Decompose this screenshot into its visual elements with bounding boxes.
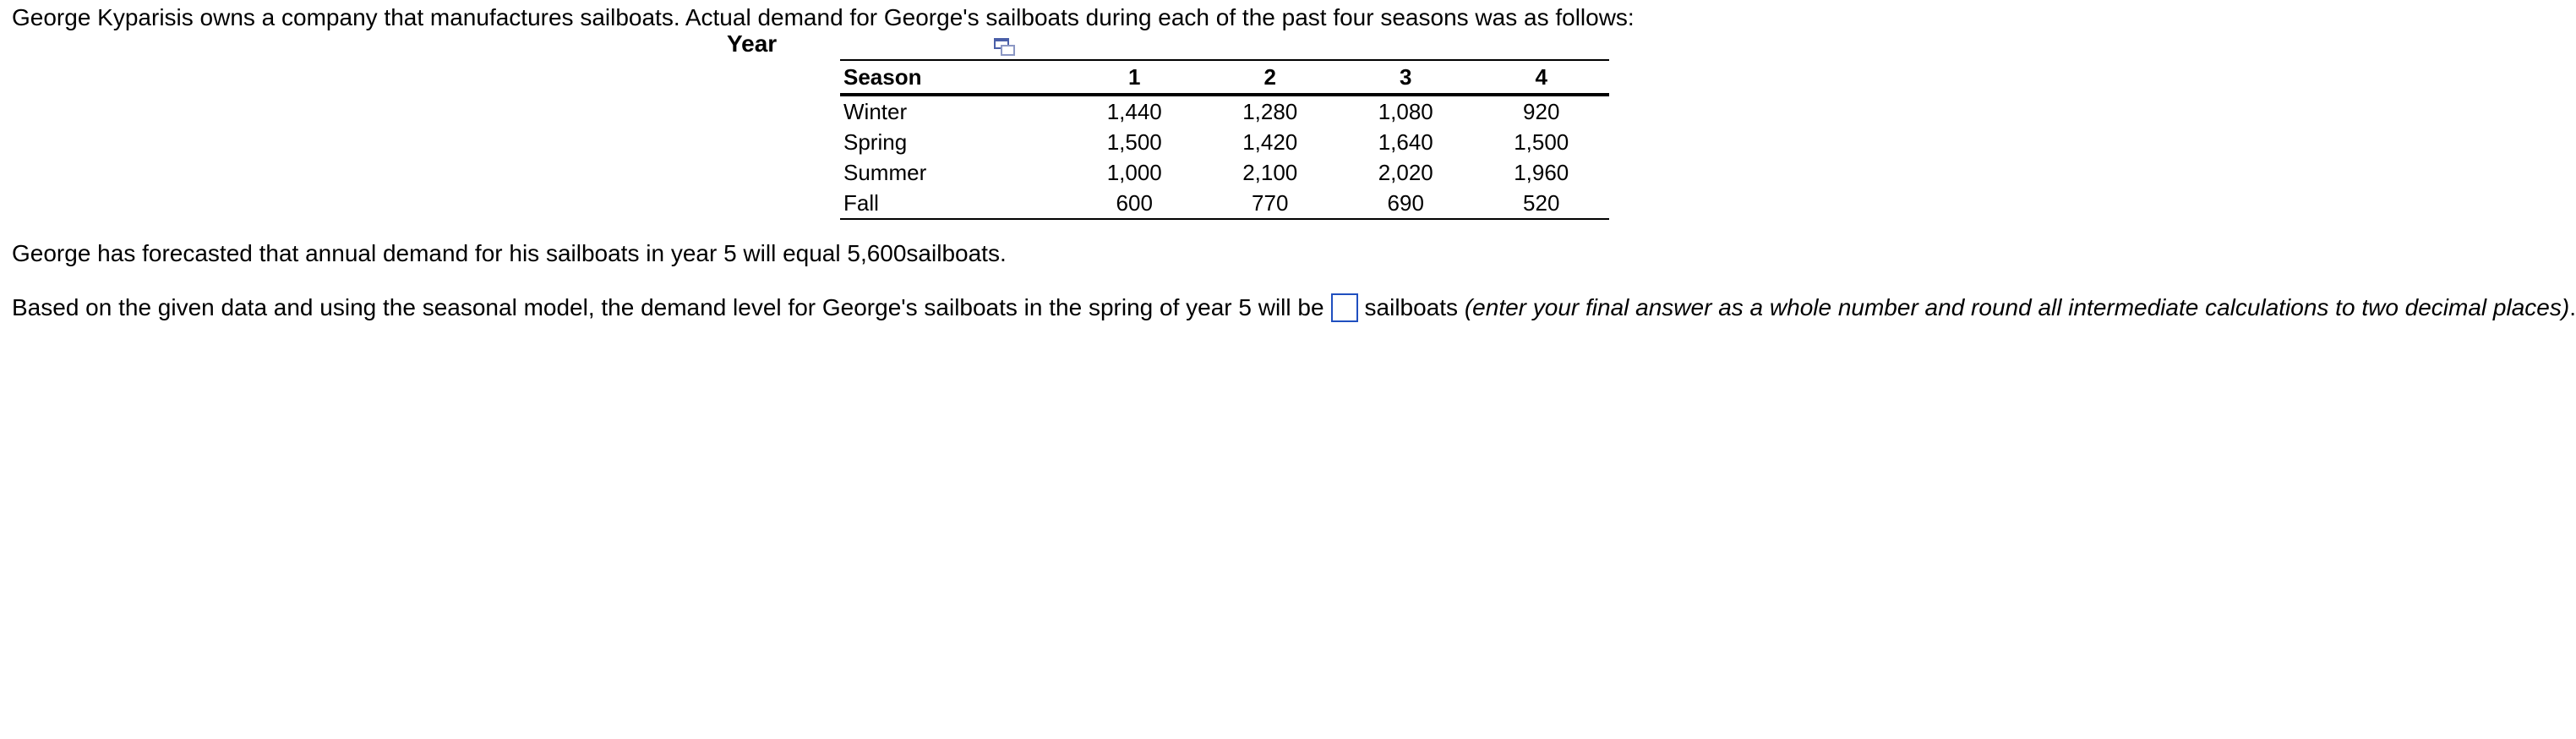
- value-cell: 520: [1474, 188, 1610, 219]
- question-lead: Based on the given data and using the seasonal model, the demand level for George's sailboats in the spring of year 5 will be: [12, 294, 1324, 320]
- header-year-2: 2: [1203, 60, 1339, 95]
- table-row: [840, 157, 1609, 188]
- year-label: Year: [727, 30, 778, 57]
- copy-table-icon[interactable]: [994, 36, 1016, 57]
- answer-input[interactable]: [1331, 293, 1358, 322]
- forecast-text: George has forecasted that annual demand for his sailboats in year 5 will equal 5,600sailboats.: [12, 240, 1007, 266]
- season-cell: Spring: [843, 129, 908, 155]
- table-header-row: [840, 60, 1609, 95]
- value-cell: 1,640: [1378, 129, 1433, 155]
- value-cell: 1,500: [1106, 129, 1162, 155]
- question-unit: sailboats: [1364, 294, 1465, 320]
- header-year-1: 1: [1067, 60, 1203, 95]
- value-cell: 1,280: [1242, 99, 1298, 124]
- question-note: (enter your final answer as a whole number and round all intermediate calculations to two decimal places): [1464, 294, 2570, 320]
- question-text: [12, 292, 2576, 324]
- value-cell: 600: [1067, 188, 1203, 219]
- table-row: [840, 127, 1609, 157]
- demand-table: [840, 59, 1609, 220]
- header-year-4: 4: [1474, 60, 1610, 95]
- question-end: .: [2569, 294, 2576, 320]
- intro-text: George Kyparisis owns a company that manufactures sailboats. Actual demand for George's sailboats during each of the past four seasons was as follows:: [12, 4, 1635, 30]
- value-cell: 920: [1523, 99, 1560, 124]
- season-cell: Summer: [843, 160, 927, 185]
- value-cell: 1,960: [1514, 160, 1569, 185]
- season-cell: Winter: [843, 99, 908, 124]
- value-cell: 690: [1338, 188, 1474, 219]
- header-season: Season: [840, 60, 1067, 95]
- value-cell: 2,020: [1378, 160, 1433, 185]
- value-cell: 1,420: [1242, 129, 1298, 155]
- value-cell: 2,100: [1242, 160, 1298, 185]
- value-cell: 1,000: [1106, 160, 1162, 185]
- table-row: [840, 95, 1609, 127]
- header-year-3: 3: [1338, 60, 1474, 95]
- season-cell: Fall: [840, 188, 1067, 219]
- value-cell: 770: [1203, 188, 1339, 219]
- table-row: [840, 188, 1609, 219]
- value-cell: 1,440: [1106, 99, 1162, 124]
- value-cell: 1,500: [1514, 129, 1569, 155]
- value-cell: 1,080: [1378, 99, 1433, 124]
